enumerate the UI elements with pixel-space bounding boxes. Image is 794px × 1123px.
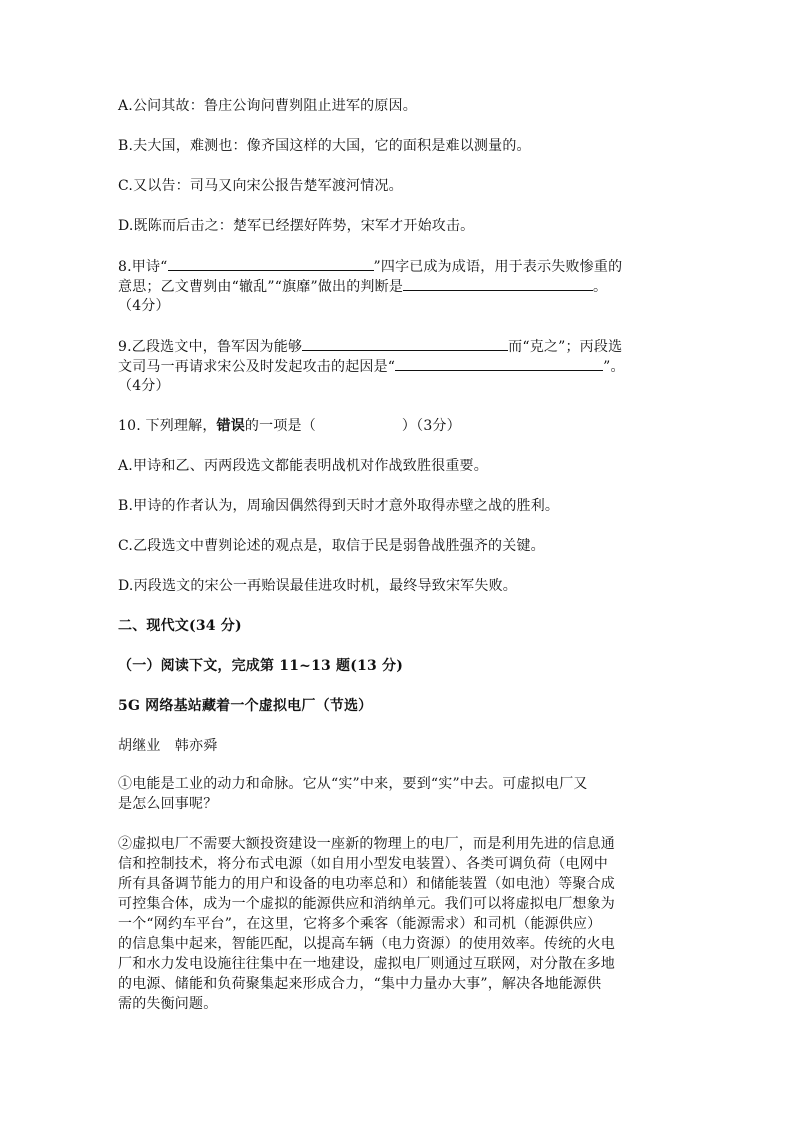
question-8-line1 — [118, 256, 622, 277]
question-10 — [118, 416, 461, 436]
option-7d: D.既陈而后击之：楚军已经摆好阵势，宋军才开始攻击。 — [118, 218, 475, 234]
paragraph-1-line1: ①电能是工业的动力和命脉。它从“实”中来，要到“实”中去。可虚拟电厂又 — [118, 776, 588, 792]
option-10b: B.甲诗的作者认为，周瑜因偶然得到天时才意外取得赤壁之战的胜利。 — [118, 498, 560, 514]
paragraph-1-line2: 是怎么回事呢？ — [118, 796, 218, 812]
q10-emphasis: 错误 — [216, 418, 245, 434]
q10-close: ）（3分） — [401, 418, 461, 434]
q9-answer-blank-1[interactable] — [302, 336, 508, 351]
q9-answer-blank-2[interactable] — [395, 356, 603, 371]
paragraph-2-line: 厂和水力发电设施往往集中在一地建设，虚拟电厂则通过互联网，对分散在多地 — [118, 956, 615, 972]
q8-score: （4分） — [118, 298, 170, 314]
paragraph-2-line: 需的失衡问题。 — [118, 996, 218, 1012]
q8-answer-blank-1[interactable] — [168, 256, 374, 271]
q9-suffix: 而“克之”；丙段选 — [508, 339, 623, 355]
q10-prefix: 10. 下列理解， — [118, 418, 217, 434]
q8-line2-prefix: 意思；乙文曹刿由“辙乱”“旗靡”做出的判断是 — [118, 279, 404, 295]
paragraph-2-line: 可控集合体，成为一个虚拟的能源供应和消纳单元。我们可以将虚拟电厂想象为 — [118, 896, 615, 912]
paragraph-2-line: 的信息集中起来，智能匹配，以提高车辆（电力资源）的使用效率。传统的火电 — [118, 936, 615, 952]
question-8-line2 — [118, 276, 607, 297]
paragraph-2-line: 信和控制技术，将分布式电源（如自用小型发电装置）、各类可调负荷（电网中 — [118, 856, 608, 872]
option-7a: A.公问其故：鲁庄公询问曹刿阻止进军的原因。 — [118, 98, 417, 114]
q8-prefix: 8.甲诗“ — [118, 259, 168, 275]
q9-line2-suffix: ”。 — [603, 359, 625, 375]
q9-score: （4分） — [118, 378, 170, 394]
q10-mid: 的一项是（ — [244, 418, 316, 434]
option-10c: C.乙段选文中曹刿论述的观点是，取信于民是弱鲁战胜强齐的关键。 — [118, 538, 545, 554]
q8-line2-suffix: 。 — [593, 279, 608, 295]
question-9-line2 — [118, 356, 625, 377]
question-9-line1 — [118, 336, 622, 357]
section-heading: 二、现代文(34 分) — [118, 618, 242, 634]
q8-answer-blank-2[interactable] — [403, 276, 593, 291]
paragraph-2-line: 的电源、储能和负荷聚集起来形成合力，“集中力量办大事”，解决各地能源供 — [118, 976, 602, 992]
paragraph-2-line: 所有具备调节能力的用户和设备的电功率总和）和储能装置（如电池）等聚合成 — [118, 876, 615, 892]
q8-suffix: ”四字已成为成语，用于表示失败惨重的 — [373, 259, 623, 275]
option-7c: C.又以告：司马又向宋公报告楚军渡河情况。 — [118, 178, 403, 194]
q9-prefix: 9.乙段选文中，鲁军因为能够 — [118, 339, 303, 355]
paragraph-2-line: 一个“网约车平台”，在这里，它将多个乘客（能源需求）和司机（能源供应） — [118, 916, 602, 932]
q9-line2-prefix: 文司马一再请求宋公及时发起攻击的起因是“ — [118, 359, 396, 375]
option-10d: D.丙段选文的宋公一再贻误最佳进攻时机，最终导致宋军失败。 — [118, 578, 517, 594]
reading-instruction: （一）阅读下文，完成第 11~13 题(13 分) — [118, 658, 404, 674]
option-7b: B.夫大国，难测也：像齐国这样的大国，它的面积是难以测量的。 — [118, 138, 531, 154]
paragraph-2-line: ②虚拟电厂不需要大额投资建设一座新的物理上的电厂，而是利用先进的信息通 — [118, 836, 615, 852]
article-authors: 胡继业 韩亦舜 — [118, 738, 218, 754]
article-title: 5G 网络基站藏着一个虚拟电厂（节选） — [118, 698, 373, 714]
option-10a: A.甲诗和乙、丙两段选文都能表明战机对作战致胜很重要。 — [118, 458, 488, 474]
